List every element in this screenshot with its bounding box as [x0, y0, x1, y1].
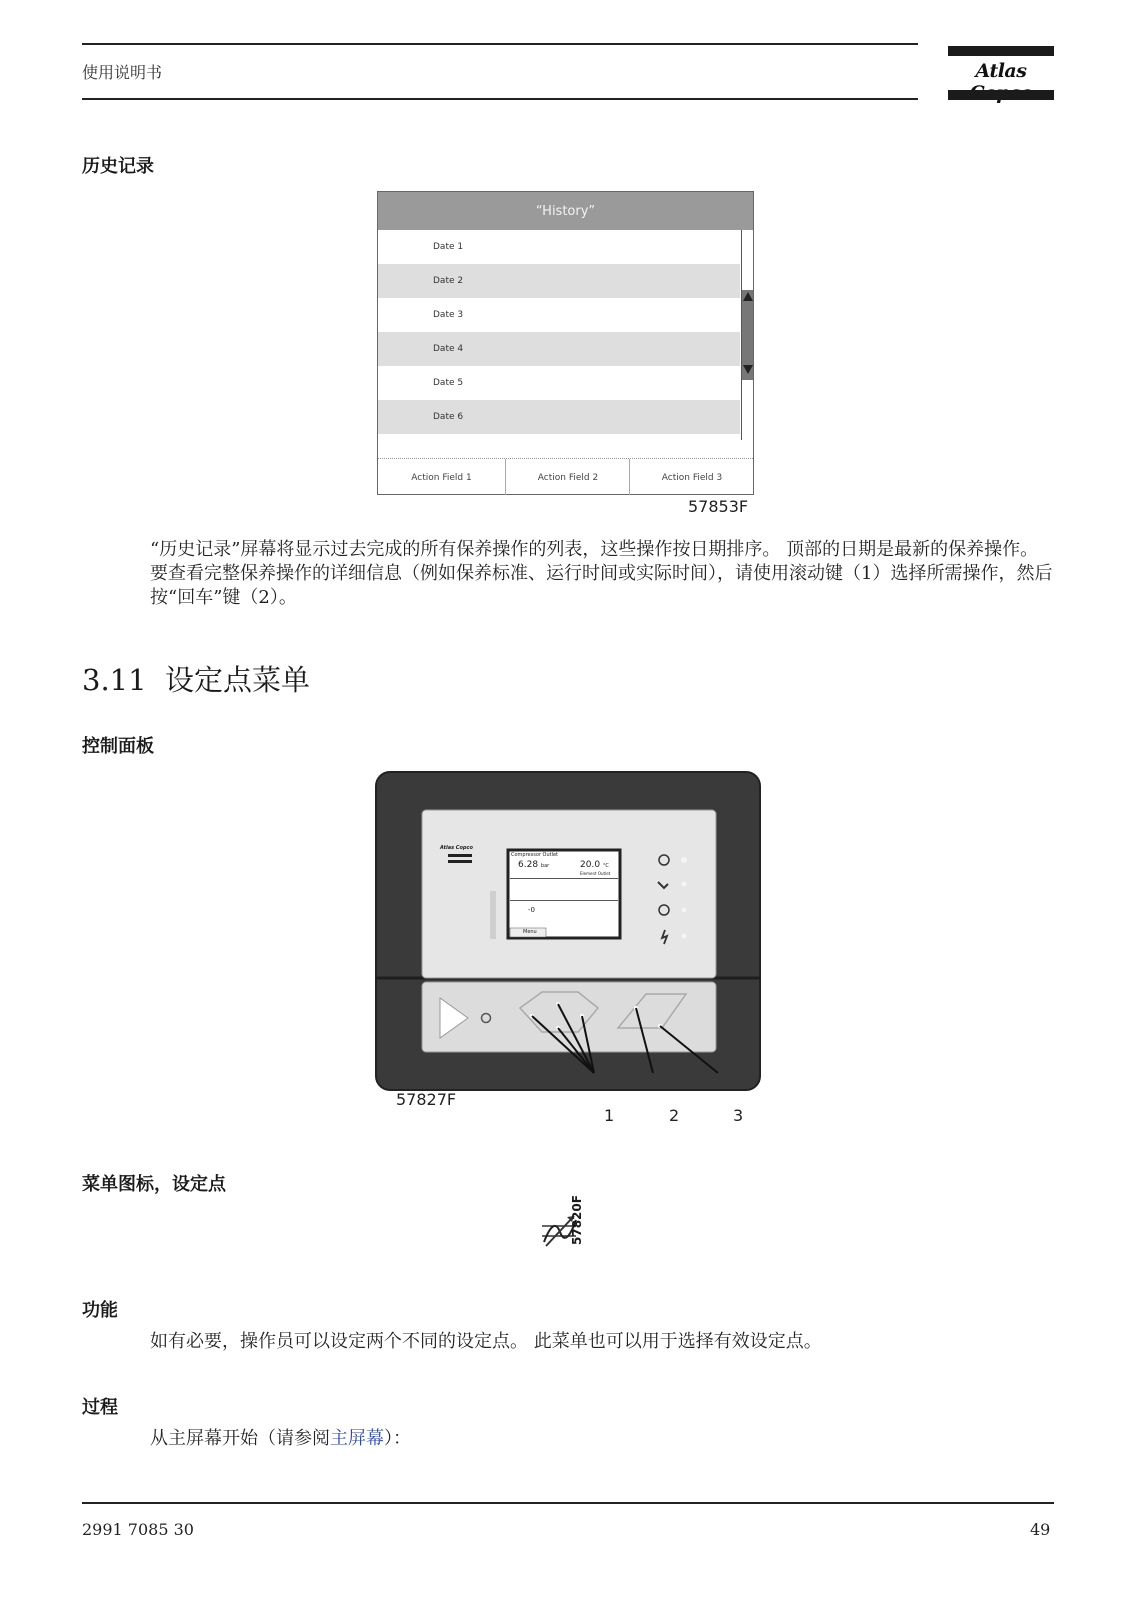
section-title	[82, 658, 310, 699]
doc-number: 2991 7085 30	[82, 1520, 194, 1539]
procedure-heading: 过程	[82, 1397, 118, 1418]
history-scrollbar[interactable]	[741, 230, 753, 440]
section-title-text: 设定点菜单	[165, 663, 311, 697]
scroll-down-arrow-icon[interactable]	[743, 365, 753, 374]
section-number: 3.11	[82, 663, 147, 697]
list-item[interactable]: Date 6	[378, 400, 740, 434]
control-panel-heading: 控制面板	[82, 736, 154, 757]
history-description: “历史记录”屏幕将显示过去完成的所有保养操作的列表，这些操作按日期排序。 顶部的日期是最新的保养操作。 要查看完整保养操作的详细信息（例如保养标准、运行时间或实际时间），请使用滚动键（1）选择所需操作，然后按“回车”键（2）。	[150, 539, 1053, 608]
control-panel-figure-code: 57827F	[396, 1090, 457, 1109]
display-value-1: 6.28 bar	[518, 860, 550, 870]
action-field-2[interactable]: Action Field 2	[505, 459, 630, 495]
header-bottom-rule	[82, 98, 918, 100]
action-field-3[interactable]: Action Field 3	[629, 459, 754, 495]
scroll-up-arrow-icon[interactable]	[743, 292, 753, 301]
menu-icon-heading: 菜单图标，设定点	[82, 1174, 226, 1195]
list-item[interactable]: Date 3	[433, 310, 464, 320]
history-list	[378, 230, 740, 440]
procedure-text: 从主屏幕开始（请参阅主屏幕）：	[150, 1428, 411, 1449]
action-field-bar	[378, 458, 753, 495]
display-label-2: Element Outlet	[580, 871, 611, 876]
callout-2: 2	[669, 1106, 680, 1125]
function-heading: 功能	[82, 1300, 118, 1321]
display-header: Compressor Outlet	[511, 852, 559, 858]
atlas-copco-logo: Atlas	[948, 46, 1054, 100]
callout-1: 1	[604, 1106, 615, 1125]
history-heading: 历史记录	[82, 156, 154, 177]
list-item[interactable]: Date 5	[433, 378, 464, 388]
callout-3: 3	[733, 1106, 744, 1125]
panel-logo: Atlas Copco	[440, 845, 473, 851]
history-screen	[377, 191, 754, 495]
footer-rule	[82, 1502, 1054, 1504]
history-screen-title: “History”	[378, 192, 753, 230]
header-title: 使用说明书	[82, 63, 163, 82]
list-item[interactable]: Date 1	[433, 242, 464, 252]
display-menu-label: Menu	[523, 929, 537, 935]
main-screen-link[interactable]: 主屏幕	[330, 1428, 384, 1449]
list-item[interactable]: Date 2	[378, 264, 740, 298]
control-panel-illustration	[370, 768, 770, 1128]
function-text: 如有必要，操作员可以设定两个不同的设定点。 此菜单也可以用于选择有效设定点。	[150, 1331, 822, 1352]
header-top-rule	[82, 43, 918, 45]
history-figure-code: 57853F	[688, 497, 749, 516]
display-status: -0	[528, 906, 535, 914]
list-item[interactable]: Date 4	[378, 332, 740, 366]
page-number: 49	[1030, 1520, 1051, 1539]
display-value-2: 20.0 °C	[580, 860, 609, 870]
action-field-1[interactable]: Action Field 1	[411, 473, 472, 483]
menu-icon-figure-code: 57820F	[570, 1195, 584, 1245]
